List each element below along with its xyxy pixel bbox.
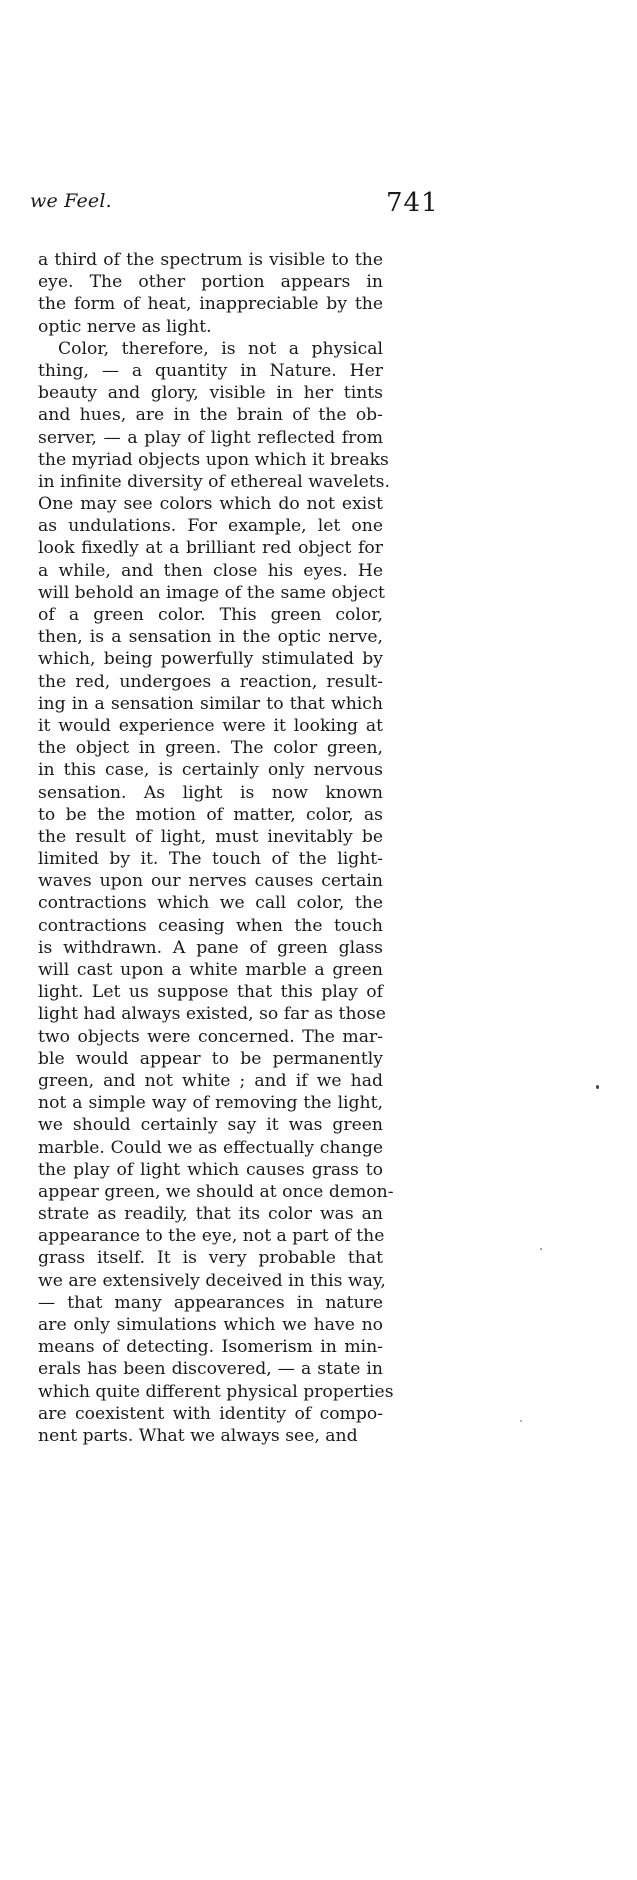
- paragraph-start-line: Color, therefore, is not a physical: [58, 338, 383, 359]
- text-line: the play of light which causes grass to: [38, 1159, 383, 1180]
- text-line: as undulations. For example, let one: [38, 516, 383, 537]
- text-line: One may see colors which do not exist: [38, 494, 383, 515]
- text-line: limited by it. The touch of the light-: [38, 849, 383, 870]
- text-line: sensation. As light is now known: [38, 782, 383, 803]
- text-line: server, — a play of light reflected from: [38, 427, 383, 448]
- text-line: which, being powerfully stimulated by: [38, 649, 383, 670]
- scan-speck: [540, 1248, 542, 1250]
- text-line: thing, — a quantity in Nature. Her: [38, 360, 383, 381]
- text-line: the object in green. The color green,: [38, 738, 383, 759]
- text-line: strate as readily, that its color was an: [38, 1204, 383, 1225]
- text-line: marble. Could we as effectually change: [38, 1137, 383, 1158]
- page-number: 741: [386, 188, 439, 218]
- text-line: nent parts. What we always see, and: [38, 1425, 358, 1446]
- text-line: ble would appear to be permanently: [38, 1048, 383, 1069]
- text-line: light had always existed, so far as those: [38, 1004, 386, 1025]
- text-line: light. Let us suppose that this play of: [38, 982, 383, 1003]
- text-line: in infinite diversity of ethereal wavelets.: [38, 471, 390, 492]
- running-head: we Feel.: [30, 190, 112, 212]
- text-line: we are extensively deceived in this way,: [38, 1270, 386, 1291]
- text-line: look fixedly at a brilliant red object for: [38, 538, 383, 559]
- text-line: a while, and then close his eyes. He: [38, 560, 383, 581]
- text-line: appear green, we should at once demon-: [38, 1181, 394, 1202]
- text-line: two objects were concerned. The mar-: [38, 1026, 383, 1047]
- text-line: then, is a sensation in the optic nerve,: [38, 627, 383, 648]
- text-line: eye. The other portion appears in: [38, 272, 383, 293]
- text-line: are coexistent with identity of compo-: [38, 1403, 383, 1424]
- text-line: erals has been discovered, — a state in: [38, 1359, 383, 1380]
- text-line: a third of the spectrum is visible to the: [38, 250, 383, 270]
- body-text: [38, 249, 394, 1447]
- text-line: the result of light, must inevitably be: [38, 826, 383, 847]
- text-line: the red, undergoes a reaction, result-: [38, 671, 383, 692]
- text-line: the myriad objects upon which it breaks: [38, 449, 389, 470]
- text-line: the form of heat, inappreciable by the: [38, 294, 383, 315]
- text-line: grass itself. It is very probable that: [38, 1248, 383, 1269]
- text-line: which quite different physical properties: [38, 1381, 394, 1402]
- text-line: are only simulations which we have no: [38, 1315, 383, 1335]
- text-line: optic nerve as light.: [38, 316, 212, 337]
- text-line: and hues, are in the brain of the ob-: [38, 405, 383, 426]
- text-line: appearance to the eye, not a part of the: [38, 1226, 385, 1247]
- scan-speck: [520, 1420, 522, 1422]
- text-line: in this case, is certainly only nervous: [38, 760, 383, 781]
- text-line: will cast upon a white marble a green: [38, 960, 383, 980]
- text-line: will behold an image of the same object: [38, 582, 385, 603]
- text-line: beauty and glory, visible in her tints: [38, 383, 383, 404]
- text-line: is withdrawn. A pane of green glass: [38, 937, 383, 958]
- text-line: contractions which we call color, the: [38, 893, 383, 914]
- text-line: — that many appearances in nature: [38, 1292, 383, 1313]
- text-line: green, and not white ; and if we had: [38, 1070, 383, 1091]
- text-line: ing in a sensation similar to that which: [38, 693, 383, 714]
- text-line: contractions ceasing when the touch: [38, 915, 383, 936]
- text-line: it would experience were it looking at: [38, 715, 383, 736]
- text-line: means of detecting. Isomerism in min-: [38, 1337, 383, 1358]
- text-line: of a green color. This green color,: [38, 605, 383, 625]
- text-line: to be the motion of matter, color, as: [38, 804, 383, 825]
- text-line: waves upon our nerves causes certain: [38, 871, 383, 892]
- text-line: we should certainly say it was green: [38, 1115, 383, 1136]
- scan-speck: [596, 1085, 599, 1089]
- text-line: not a simple way of removing the light,: [38, 1093, 383, 1114]
